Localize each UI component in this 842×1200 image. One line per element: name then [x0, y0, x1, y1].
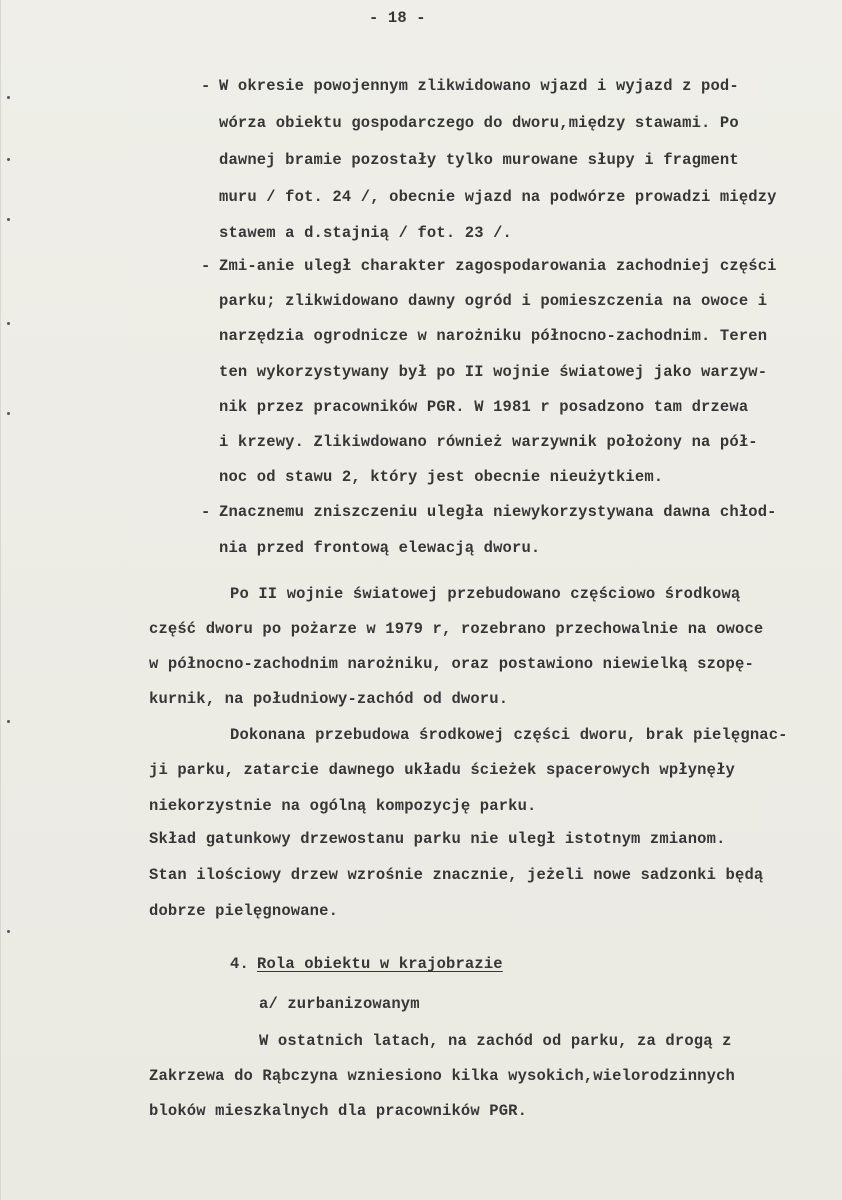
section-title: Rola obiektu w krajobrazie	[257, 955, 503, 973]
paragraph-1-line: Po II wojnie światowej przebudowano częściowo środkową	[230, 585, 741, 603]
paragraph-1-line: część dworu po pożarze w 1979 r, rozebrano przechowalnie na owoce	[149, 620, 764, 638]
bullet-1-line: wórza obiektu gospodarczego do dworu,między stawami. Po	[219, 114, 739, 132]
bullet-2-line: parku; zlikwidowano dawny ogród i pomieszczenia na owoce i	[219, 292, 768, 310]
paragraph-2-line: Skład gatunkowy drzewostanu parku nie uległ istotnym zmianom.	[149, 830, 726, 848]
bullet-3-line: Znacznemu zniszczeniu uległa niewykorzystywana dawna chłod-	[219, 503, 777, 521]
bullet-marker: -	[201, 503, 211, 521]
subsection-label: a/ zurbanizowanym	[259, 995, 420, 1013]
bullet-marker: -	[201, 77, 211, 95]
section-4-line: Zakrzewa do Rąbczyna wzniesiono kilka wysokich,wielorodzinnych	[149, 1067, 735, 1085]
margin-mark	[7, 720, 10, 723]
bullet-1-line: muru / fot. 24 /, obecnie wjazd na podwórze prowadzi między	[219, 188, 777, 206]
paragraph-2-line: niekorzystnie na ogólną kompozycję parku.	[149, 797, 537, 815]
section-4-line: W ostatnich latach, na zachód od parku, za drogą z	[259, 1032, 732, 1050]
bullet-1-line: dawnej bramie pozostały tylko murowane słupy i fragment	[219, 151, 739, 169]
bullet-2-line: ten wykorzystywany był po II wojnie światowej jako warzyw-	[219, 363, 768, 381]
section-4-line: bloków mieszkalnych dla pracowników PGR.	[149, 1102, 528, 1120]
paragraph-2-line: Stan ilościowy drzew wzrośnie znacznie, jeżeli nowe sadzonki będą	[149, 866, 764, 884]
bullet-1-line: stawem a d.stajnią / fot. 23 /.	[219, 224, 512, 242]
margin-mark	[7, 158, 10, 161]
margin-mark	[7, 96, 10, 99]
paragraph-2-line: dobrze pielęgnowane.	[149, 902, 339, 920]
bullet-2-line: nik przez pracowników PGR. W 1981 r posadzono tam drzewa	[219, 398, 749, 416]
margin-mark	[7, 930, 10, 933]
paragraph-1-line: kurnik, na południowy-zachód od dworu.	[149, 690, 509, 708]
bullet-2-line: i krzewy. Zlikiwdowano również warzywnik położony na pół-	[219, 433, 758, 451]
margin-mark	[7, 322, 10, 325]
section-number: 4.	[230, 955, 249, 973]
page-number: - 18 -	[369, 9, 426, 27]
margin-mark	[7, 412, 10, 415]
paragraph-2-line: ji parku, zatarcie dawnego układu ścieżek spacerowych wpłynęły	[149, 761, 735, 779]
bullet-2-line: narzędzia ogrodnicze w narożniku północno-zachodnim. Teren	[219, 327, 768, 345]
paragraph-1-line: w północno-zachodnim narożniku, oraz postawiono niewielką szopę-	[149, 655, 754, 673]
bullet-2-line: Zmi-anie uległ charakter zagospodarowania zachodniej części	[219, 257, 777, 275]
bullet-marker: -	[201, 257, 211, 275]
bullet-2-line: noc od stawu 2, który jest obecnie nieużytkiem.	[219, 468, 664, 486]
bullet-3-line: nia przed frontową elewacją dworu.	[219, 539, 541, 557]
paragraph-2-line: Dokonana przebudowa środkowej części dworu, brak pielęgnac-	[230, 726, 788, 744]
margin-mark	[7, 218, 10, 221]
bullet-1-line: W okresie powojennym zlikwidowano wjazd i wyjazd z pod-	[219, 77, 739, 95]
